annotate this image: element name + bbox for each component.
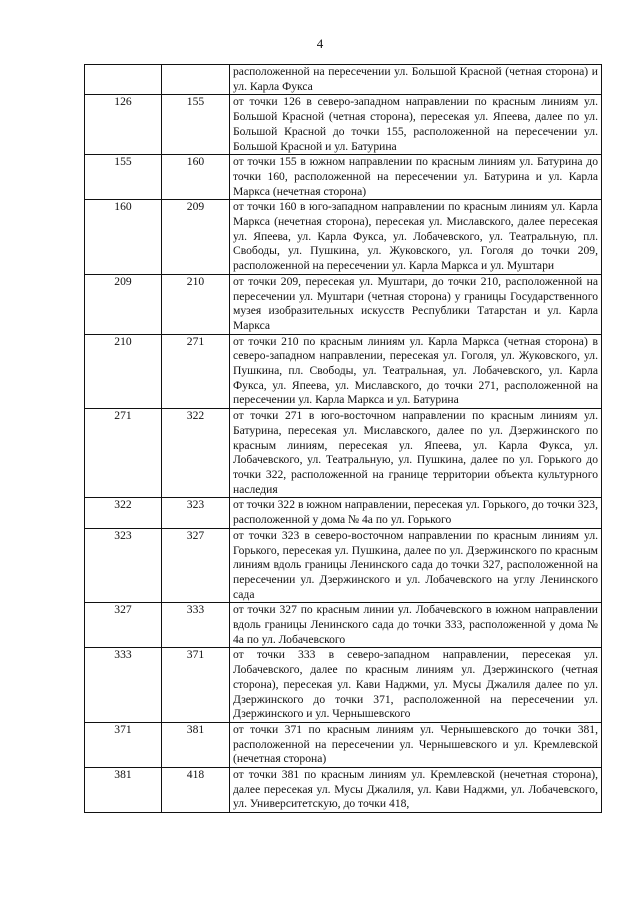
point-to-cell: 381 [162, 722, 230, 767]
point-to-cell: 323 [162, 498, 230, 528]
table-row [85, 334, 602, 409]
table-row [85, 200, 602, 275]
boundary-description-cell: от точки 155 в южном направлении по красным линиям ул. Батурина до точки 160, расположенной на пересечении ул. Батурина и ул. Карла Маркса (нечетная сторона) [230, 155, 602, 200]
point-to-cell: 418 [162, 768, 230, 813]
point-to-cell: 209 [162, 200, 230, 275]
boundary-description-cell: от точки 333 в северо-западном направлении, пересекая ул. Лобачевского, далее по красным линиям ул. Дзержинского (четная сторона), пересекая ул. Кави Наджми, ул. Мусы Джалиля далее по ул. Дзержинского до точки 371, расположенной на пересечении ул. Дзержинского и ул. Чернышевского [230, 648, 602, 723]
point-from-cell: 126 [85, 95, 162, 155]
point-from-cell: 210 [85, 334, 162, 409]
table-row [85, 498, 602, 528]
table-row [85, 768, 602, 813]
point-to-cell: 210 [162, 274, 230, 334]
point-from-cell: 209 [85, 274, 162, 334]
point-to-cell: 155 [162, 95, 230, 155]
point-from-cell: 160 [85, 200, 162, 275]
point-from-cell: 371 [85, 722, 162, 767]
point-from-cell: 155 [85, 155, 162, 200]
boundary-description-cell: от точки 209, пересекая ул. Муштари, до точки 210, расположенной на пересечении ул. Муштари (четная сторона) у границы Государственного музея изобразительных искусств Республики Татарстан и ул. Карла Маркса [230, 274, 602, 334]
point-from-cell: 323 [85, 528, 162, 603]
point-from-cell: 381 [85, 768, 162, 813]
point-to-cell: 371 [162, 648, 230, 723]
point-from-cell: 322 [85, 498, 162, 528]
point-to-cell: 327 [162, 528, 230, 603]
point-from-cell: 333 [85, 648, 162, 723]
point-to-cell: 160 [162, 155, 230, 200]
point-to-cell: 333 [162, 603, 230, 648]
table-row [85, 648, 602, 723]
boundary-description-cell: от точки 381 по красным линиям ул. Кремлевской (нечетная сторона), далее пересекая ул. Мусы Джалиля, ул. Кави Наджми, ул. Лобачевского, ул. Университетскую, до точки 418, [230, 768, 602, 813]
boundary-description-cell: от точки 327 по красным линии ул. Лобачевского в южном направлении вдоль границы Ленинского сада до точки 333, расположенной у дома № 4а по ул. Лобачевского [230, 603, 602, 648]
table-row [85, 274, 602, 334]
boundary-description-cell: от точки 210 по красным линиям ул. Карла Маркса (четная сторона) в северо-западном направлении, пересекая ул. Гоголя, ул. Жуковского, ул. Пушкина, пл. Свободы, ул. Театральная, ул. Лобачевского, ул. Карла Фукса, ул. Япеева, ул. Миславского, до точки 271, расположенной на пересечении ул. Карла Маркса и ул. Батурина [230, 334, 602, 409]
table-row [85, 528, 602, 603]
boundary-description-cell: от точки 323 в северо-восточном направлении по красным линиям ул. Горького, пересекая ул. Пушкина, далее по ул. Дзержинского по красным линиям вдоль границы Ленинского сада до точки 327, расположенной на пересечении ул. Дзержинского и ул. Лобачевского на углу Ленинского сада [230, 528, 602, 603]
boundary-points-table [84, 64, 602, 813]
point-to-cell: 322 [162, 409, 230, 498]
point-from-cell: 327 [85, 603, 162, 648]
boundary-description-cell: от точки 271 в юго-восточном направлении по красным линиям ул. Батурина, пересекая ул. Миславского, далее по ул. Дзержинского по красным линиям, пересекая ул. Япеева, ул. Карла Фукса, ул. Лобачевского, ул. Театральную, ул. Пушкина, далее по ул. Горького до точки 322, расположенной на границе территории объекта культурного наследия [230, 409, 602, 498]
table-row [85, 603, 602, 648]
point-to-cell: 271 [162, 334, 230, 409]
boundary-description-cell: от точки 322 в южном направлении, пересекая ул. Горького, до точки 323, расположенной у дома № 4а по ул. Горького [230, 498, 602, 528]
boundary-description-cell: расположенной на пересечении ул. Большой Красной (четная сторона) и ул. Карла Фукса [230, 65, 602, 95]
table-row [85, 409, 602, 498]
point-to-cell [162, 65, 230, 95]
point-from-cell [85, 65, 162, 95]
table-row [85, 155, 602, 200]
page-number: 4 [316, 36, 324, 51]
table-row [85, 95, 602, 155]
boundary-description-cell: от точки 371 по красным линиям ул. Чернышевского до точки 381, расположенной на пересечении ул. Чернышевского и ул. Кремлевской (нечетная сторона) [230, 722, 602, 767]
boundary-description-cell: от точки 160 в юго-западном направлении по красным линиям ул. Карла Маркса (нечетная сторона), пересекая ул. Миславского, далее пересекая ул. Япеева, ул. Карла Фукса, ул. Лобачевского, ул. Театральную, пл. Свободы, ул. Пушкина, ул. Жуковского, ул. Гоголя до точки 209, расположенной на пересечении ул. Карла Маркса и ул. Муштари [230, 200, 602, 275]
table-row [85, 722, 602, 767]
table-row [85, 65, 602, 95]
point-from-cell: 271 [85, 409, 162, 498]
boundary-description-cell: от точки 126 в северо-западном направлении по красным линиям ул. Большой Красной (четная сторона), пересекая ул. Япеева, далее по ул. Большой Красной до точки 155, расположенной на пересечении ул. Большой Красной и ул. Батурина [230, 95, 602, 155]
